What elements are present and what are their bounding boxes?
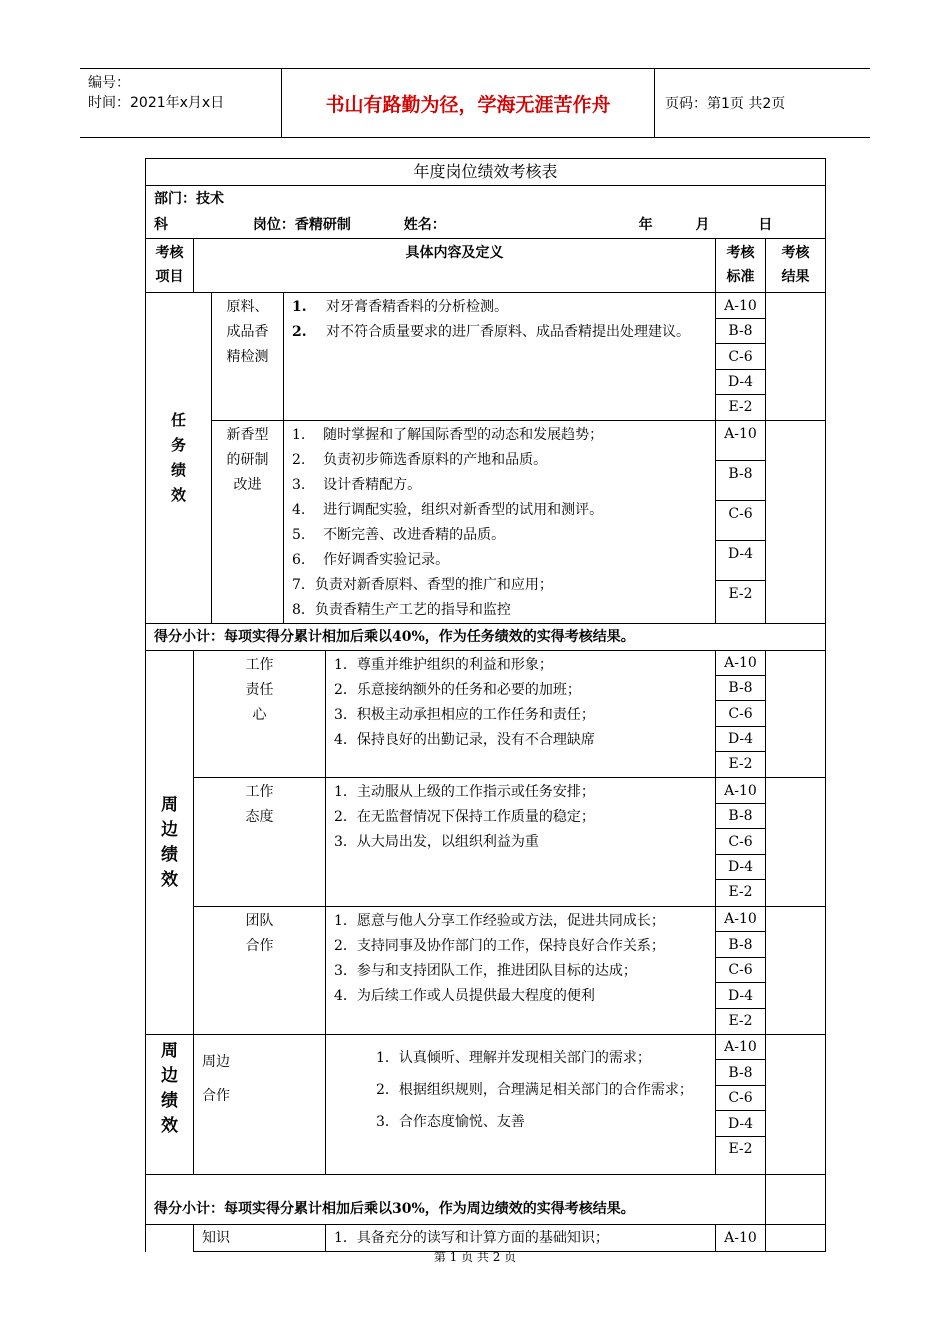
peripheral-sub2-result[interactable]: [766, 778, 826, 907]
grade-a[interactable]: A-10: [716, 778, 765, 804]
grade-b[interactable]: B-8: [716, 676, 765, 701]
peripheral-sub1-items: [326, 651, 716, 778]
name-field[interactable]: 姓名：: [403, 217, 446, 233]
page-info: 页码：第1页 共2页: [665, 96, 786, 112]
grade-e[interactable]: E-2: [728, 1013, 753, 1029]
grade-b[interactable]: B-8: [716, 932, 765, 958]
list-item: 1．认真倾听、理解并发现相关部门的需求；: [376, 1050, 651, 1066]
grade-b[interactable]: B-8: [716, 804, 765, 829]
grade-c[interactable]: C-6: [716, 1086, 765, 1111]
dept-field: 部门：技术科: [154, 191, 224, 233]
peripheral-sub1-grades: [716, 651, 766, 778]
number-label: 编号：: [88, 75, 130, 91]
list-item: 3. 设计香精配方。: [292, 477, 422, 493]
grade-c[interactable]: C-6: [716, 958, 765, 983]
list-item: 2．支持同事及协作部门的工作，保持良好合作关系；: [334, 938, 665, 954]
peripheral-sub3-grades: [716, 907, 766, 1035]
peripheral-sub4-result[interactable]: [766, 1035, 826, 1175]
peripheral-sub4-name: 周边 合作: [194, 1035, 326, 1175]
list-item: 2．在无监督情况下保持工作质量的稳定；: [334, 809, 595, 825]
task-sub2-items: [284, 421, 716, 624]
task-sub2-result[interactable]: [766, 421, 826, 624]
task-category: 任务绩效: [146, 293, 212, 624]
peripheral-subtotal: 得分小计：每项实得分累计相加后乘以30%，作为周边绩效的实得考核结果。: [146, 1175, 766, 1225]
list-item: 3．积极主动承担相应的工作任务和责任；: [334, 707, 595, 723]
list-item: 1. 对牙膏香精香料的分析检测。: [292, 299, 508, 315]
task-sub1-name: 原料、成品香精检测: [212, 293, 284, 421]
list-item: 4. 进行调配实验，组织对新香型的试用和测评。: [292, 502, 604, 518]
grade-d[interactable]: D-4: [716, 541, 765, 581]
grade-b[interactable]: B-8: [716, 1060, 765, 1086]
peripheral-category: 周边绩效: [146, 651, 194, 1035]
peripheral-sub2-grades: [716, 778, 766, 907]
year-field[interactable]: 年: [638, 217, 653, 233]
list-item: 7．负责对新香原料、香型的推广和应用；: [292, 577, 553, 593]
peripheral-sub1-result[interactable]: [766, 651, 826, 778]
list-item: 3．参与和支持团队工作，推进团队目标的达成；: [334, 963, 637, 979]
list-item: 6. 作好调香实验记录。: [292, 552, 450, 568]
list-item: 1．尊重并维护组织的利益和形象；: [334, 657, 553, 673]
grade-e[interactable]: E-2: [728, 399, 753, 415]
list-item: 5. 不断完善、改进香精的品质。: [292, 527, 506, 543]
peripheral-sub4-grades: [716, 1035, 766, 1175]
day-field[interactable]: 日: [758, 217, 773, 233]
col-item-header: 考核项目: [146, 239, 194, 293]
list-item: 1. 随时掌握和了解国际香型的动态和发展趋势；: [292, 427, 604, 443]
list-item: 4．保持良好的出勤记录，没有不合理缺席: [334, 732, 595, 748]
peripheral-sub3-name: 团队合作: [194, 907, 326, 1035]
peripheral-sub2-name: 工作态度: [194, 778, 326, 907]
list-item: 4．为后续工作或人员提供最大程度的便利: [334, 988, 595, 1004]
grade-d[interactable]: D-4: [716, 727, 765, 752]
peripheral-sub3-items: [326, 907, 716, 1035]
knowledge-grade-a[interactable]: A-10: [716, 1225, 766, 1252]
grade-e[interactable]: E-2: [728, 884, 753, 900]
peripheral-sub3-result[interactable]: [766, 907, 826, 1035]
task-subtotal: 得分小计：每项实得分累计相加后乘以40%，作为任务绩效的实得考核结果。: [146, 624, 826, 651]
grade-c[interactable]: C-6: [716, 501, 765, 541]
list-item: 1．主动服从上级的工作指示或任务安排；: [334, 784, 595, 800]
task-sub1-result[interactable]: [766, 293, 826, 421]
grade-b[interactable]: B-8: [716, 461, 765, 501]
form-meta-row: [146, 186, 826, 239]
grade-d[interactable]: D-4: [716, 855, 765, 880]
list-item: 2. 对不符合质量要求的进厂香原料、成品香精提出处理建议。: [292, 324, 690, 340]
grade-a[interactable]: A-10: [716, 421, 765, 461]
list-item: 3．从大局出发，以组织利益为重: [334, 834, 539, 850]
grade-a[interactable]: A-10: [716, 651, 765, 676]
grade-e[interactable]: E-2: [728, 756, 753, 772]
task-sub2-grades: [716, 421, 766, 624]
grade-a[interactable]: A-10: [716, 293, 765, 319]
grade-b[interactable]: B-8: [716, 319, 765, 344]
appraisal-table: [145, 158, 826, 1252]
list-item: 2．根据组织规则，合理满足相关部门的合作需求；: [376, 1082, 693, 1098]
grade-d[interactable]: D-4: [716, 983, 765, 1009]
post-field: 岗位：香精研制: [252, 217, 351, 233]
list-item: 8．负责香精生产工艺的指导和监控: [292, 602, 511, 618]
list-item: 1．具备充分的读写和计算方面的基础知识；: [334, 1230, 609, 1246]
peripheral-sub2-items: [326, 778, 716, 907]
page-footer: 第 1 页 共 2 页: [433, 1250, 517, 1264]
grade-a[interactable]: A-10: [716, 1035, 765, 1060]
list-item: 2. 负责初步筛选香原料的产地和品质。: [292, 452, 548, 468]
peripheral-category-2: 周边绩效: [146, 1035, 194, 1175]
grade-e[interactable]: E-2: [728, 1141, 753, 1157]
grade-c[interactable]: C-6: [716, 701, 765, 727]
month-field[interactable]: 月: [695, 217, 710, 233]
peripheral-sub4-items: [326, 1035, 716, 1175]
col-result-header: 考核结果: [766, 239, 826, 293]
grade-a[interactable]: A-10: [716, 907, 765, 932]
grade-e[interactable]: E-2: [728, 586, 753, 602]
knowledge-name: 知识: [194, 1225, 326, 1252]
task-sub2-name: 新香型的研制改进: [212, 421, 284, 624]
col-content-header: 具体内容及定义: [194, 239, 716, 293]
grade-d[interactable]: D-4: [716, 1111, 765, 1137]
list-item: 2．乐意接纳额外的任务和必要的加班；: [334, 682, 581, 698]
grade-d[interactable]: D-4: [716, 370, 765, 395]
list-item: 3．合作态度愉悦、友善: [376, 1114, 525, 1130]
time-label: 时间：2021年x月x日: [88, 95, 225, 111]
peripheral-subtotal-result[interactable]: [766, 1175, 826, 1225]
form-title: 年度岗位绩效考核表: [146, 159, 826, 186]
motto: 书山有路勤为径，学海无涯苦作舟: [282, 69, 655, 137]
grade-c[interactable]: C-6: [716, 829, 765, 855]
peripheral-sub1-name: 工作责任心: [194, 651, 326, 778]
header-left-cell: [80, 69, 282, 137]
col-std-header: 考核标准: [716, 239, 766, 293]
document-header: [80, 68, 870, 138]
task-sub1-grades: [716, 293, 766, 421]
grade-c[interactable]: C-6: [716, 344, 765, 370]
task-sub1-items: [284, 293, 716, 421]
list-item: 1．愿意与他人分享工作经验或方法，促进共同成长；: [334, 913, 665, 929]
